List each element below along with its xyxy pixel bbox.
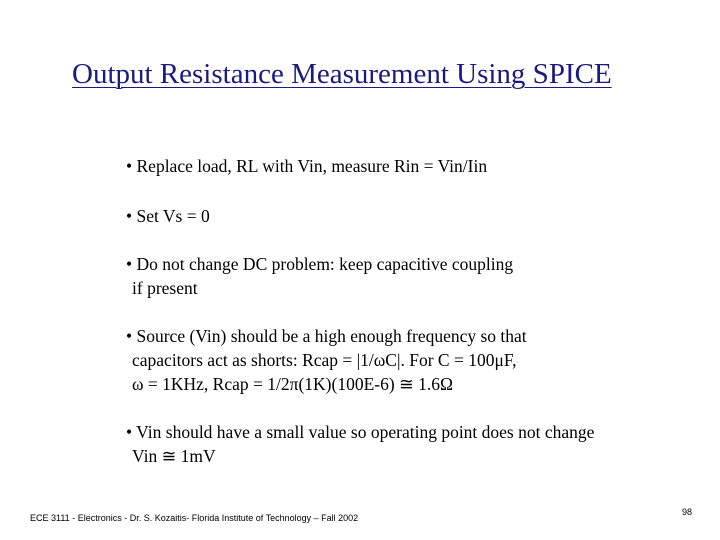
slide-title: Output Resistance Measurement Using SPICE [72, 58, 612, 90]
bullet-dc-problem [126, 252, 686, 300]
bullet-line: • Replace load, RL with Vin, measure Rin = Vin/Iin [126, 156, 488, 176]
bullet-set-vs [126, 204, 686, 228]
slide-footer: ECE 3111 - Electronics - Dr. S. Kozaitis- Florida Institute of Technology – Fall 2002 [30, 513, 359, 523]
bullet-line: • Do not change DC problem: keep capacitive coupling [126, 254, 514, 274]
bullet-line: • Vin should have a small value so operating point does not change [126, 422, 595, 442]
page-number: 98 [682, 507, 693, 517]
bullet-small-vin [126, 420, 686, 468]
bullet-replace-load [126, 154, 686, 178]
bullet-line: capacitors act as shorts: Rcap = |1/ωC|. For C = 100μF, [132, 350, 517, 370]
bullet-line: Vin ≅ 1mV [132, 446, 216, 466]
bullet-line: • Set Vs = 0 [126, 206, 210, 226]
bullet-line: • Source (Vin) should be a high enough frequency so that [126, 326, 527, 346]
bullet-line: if present [132, 278, 198, 298]
bullet-line: ω = 1KHz, Rcap = 1/2π(1K)(100E-6) ≅ 1.6Ω [132, 374, 453, 394]
bullet-source-frequency [126, 324, 686, 396]
